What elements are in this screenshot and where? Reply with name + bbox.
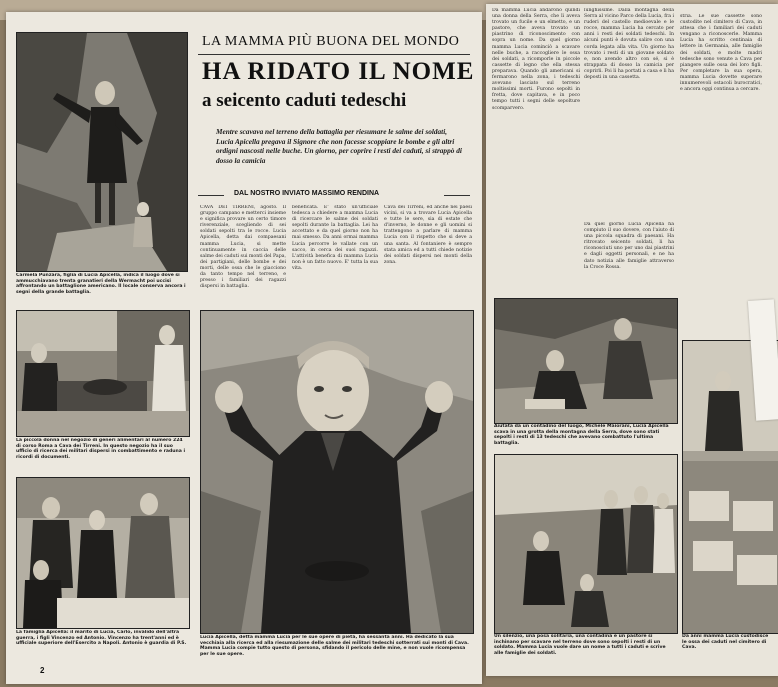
right-column-4: Da quel giorno Lucia Apicella ha compiuto il suo dovere, con l'aiuto di una piccola squadra di paesani. Ha ritrovato seicento soldati, li ha riconosciuti uno per uno dai piastrini e dagli oggetti personali, e ne ha dato notizia alle famiglie attraverso la Croce Rossa.: [584, 222, 674, 270]
photo-family: [16, 477, 190, 629]
caption-photo-b: Un silenzio, una posa solitaria, una contadina e un pastore si inchinano per scavare nel terreno dove sono sepolti i resti di un soldato. Mamma Lucia vuole dare un nome a tutti i caduti e scrive alle famiglie dei soldati.: [494, 634, 666, 656]
kicker-rule: [198, 54, 470, 55]
right-column-1: Da mamma Lucia andarono quindi una donna della Serra, che lì aveva trovato un fucile e un elmetto, e un pastore, che aveva trovato un piastrino di riconoscimento con sopra un nome. Da quel giorno mamma Lucia cominciò a scavare nelle buche, a raccogliere le ossa dei soldati, a ricomporle in piccole cassette di legno che ella stessa preparava. Quando gli americani si fermarono nella zona, i tedeschi avevano lasciato sul terreno moltissimi morti. Furono sepolti in fretta, dove capitava, e in poco tempo tutti i segni delle sepolture scomparvero.: [492, 8, 580, 111]
standfirst: Mentre scavava nel terreno della battaglia per riesumare le salme dei soldati, Lucia Apicella pregava il Signore che non facesse scoppiare le bombe e gli altri ordigni nascosti nelle buche. Un giorno, per coprire i resti dei caduti, si strappò di dosso la camicia: [216, 127, 462, 165]
caption-photo-c: Da anni mamma Lucia custodisce le ossa dei caduti nel cimitero di Cava.: [682, 634, 769, 651]
caption-portrait: Lucia Apicella, detta mamma Lucia per le sue opere di pietà, ha sessanta anni. Ha dedicato la sua vecchiaia alla ricerca ed alla riesumazione delle salme dei militari tedeschi sotterrati sui monti di Cava. Mamma Lucia compie tutto questo di persona, sfidando il pericolo delle mine, e non vuole ricompensa per le sue opere.: [200, 635, 469, 657]
page-number: 2: [40, 666, 45, 675]
caption-photo2: La piccola donna nel negozio di generi alimentari al numero 224 di corso Roma a Cava dei Tirreni. In questo negozio ha il suo ufficio di ricerca dei militari dispersi in combattimento e raduna i ricordi di documenti.: [16, 438, 186, 460]
right-page: [486, 4, 778, 676]
photo-portrait-lucia: [200, 310, 474, 634]
subheadline: a seicento caduti tedeschi: [202, 90, 407, 111]
kicker: LA MAMMA PIÙ BUONA DEL MONDO: [202, 34, 460, 49]
caption-photo1: Carmela Punzara, figlia di Lucia Apicella, indica il luogo dove si ammucchiavano trenta granatieri della Wermacht poi uccisi affrontando un battaglione americano. Il locale conserva ancora i segni della grande battaglia.: [16, 273, 186, 295]
photo-woman-on-rocks: [16, 32, 188, 272]
right-column-3: stria. Le sue cassette sono custodite nel cimitero di Cava, in attesa che i familiari dei caduti vengano a riconoscerle. Mamma Lucia ha scritto centinaia di lettere in Germania, alle famiglie dei soldati, e molte madri tedesche sono venute a Cava per piangere sulle ossa dei loro figli. Per completare la sua opera, mamma Lucia dovette superare innumerevoli ostacoli burocratici, e ancora oggi continua a cercare.: [680, 14, 762, 93]
caption-photo-a: Aiutata da un contadino del luogo, Michele Maiorani, Lucia Apicella scava in una grotta della montagna della Serra, dove sono stati sepolti i resti di 13 tedeschi che avevano combattuto l'ultima battaglia.: [494, 424, 669, 446]
photo-shop-interior: [16, 310, 190, 437]
photo-digging-cave: [494, 298, 678, 424]
caption-photo3: La famiglia Apicella: il marito di Lucia, Carlo, invalido dell'altra guerra, i figli Vincenzo ed Antonio. Vincenzo ha trent'anni ed è ufficiale superiore dell'Esercito a Napoli. Antonio è guardia di P.S.: [16, 630, 187, 647]
right-column-2: lunghissime. Dalla montagna della Serra al vicino Parco della Lucia, fra i ruderi del castello medioevale e le rocce, mamma Lucia ha cercato per anni i resti dei soldati tedeschi. In alcuni punti è dovuta salire con una corda legata alla vita. Un giorno ha trovato i resti di un giovane soldato e, non avendo altro con sé, si è strappata di dosso la camicia per coprirli. Poi li ha portati a casa e li ha deposti in una cassetta.: [584, 8, 674, 81]
byline-rule-right: [444, 195, 470, 196]
article-column-1: CAVA DEI TIRRENI, agosto. Il gruppo campano e metterci insieme e significa provare un certo timore riverenziale, scegliendo di sei soldati sepolti tra le rocce. Lucia Apicella, detta dai compaesani mamma Lucia, si mette continuamente in caccia delle salme dei caduti sui monti del Papa, dei partigiani, delle bombe e dei morti, delle ossa che le giacciono da tanto tempo nel terreno, e presso i familiari dei ragazzi dispersi in battaglia.: [200, 205, 286, 290]
byline: DAL NOSTRO INVIATO MASSIMO RENDINA: [234, 190, 380, 197]
article-column-3: Cava dei Tirreni, ed anche nei paesi vicini, si va a trovare Lucia Apicella e tutte le sere, sia di estate che d'inverno, le donne e gli uomini si trattengono a parlare di mamma Lucia con il rispetto che si deve a una santa. Al fontaniere è sempre stata amica ed a tutti chiede notizie dei soldati dispersi nei monti della zona.: [384, 205, 472, 265]
article-column-2: beneficata. E' stato un'ufficiale tedesca a chiedere a mamma Lucia di ricercare le salme dei soldati sepolti durante la battaglia. Lei ha accettato e da quel giorno non ha mai smesso. Da anni ormai mamma Lucia percorre le vallate con un sacco, in cerca dei suoi ragazzi. L'attività benefica di mamma Lucia non è un fatto nuovo. E' tutta la sua vita.: [292, 205, 378, 271]
left-page: [6, 12, 482, 684]
photo-group-hillside: [494, 454, 678, 634]
headline: HA RIDATO IL NOME: [202, 58, 475, 85]
byline-rule-left: [198, 195, 224, 196]
